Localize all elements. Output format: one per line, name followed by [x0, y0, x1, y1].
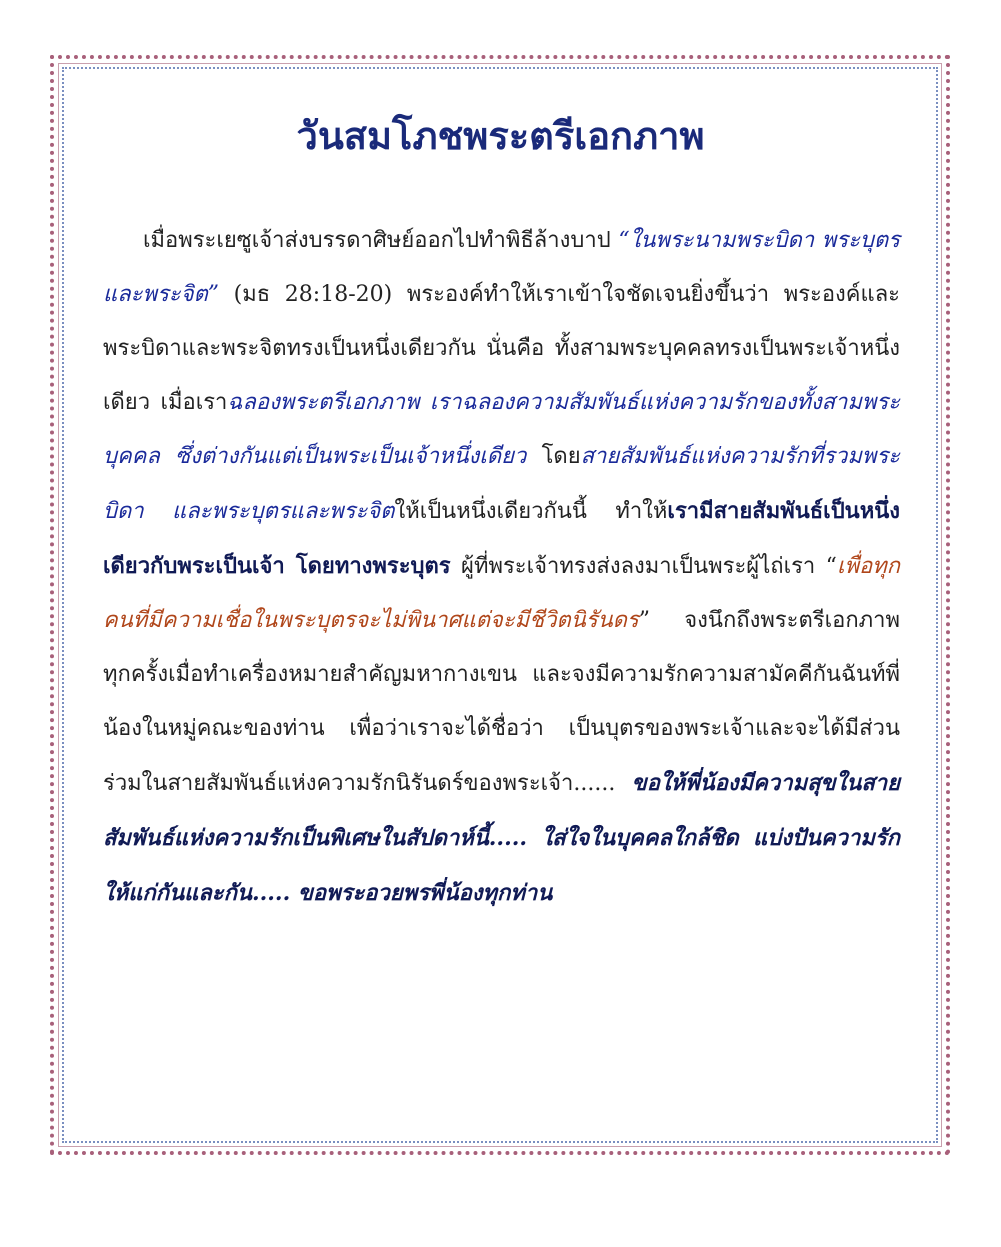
- body-paragraph: [103, 214, 900, 921]
- closing-blessing: ขอให้พี่น้องมีความสุขในสายสัมพันธ์แห่งความรักเป็นพิเศษในสัปดาห์นี้..... ใส่ใจในบุคคลใกล้ชิด แบ่งปันความรักให้แก่กันและกัน..... ขอพระอวยพรพี่น้องทุกท่าน: [103, 770, 900, 906]
- text-segment-1: เมื่อพระเยซูเจ้าส่งบรรดาศิษย์ออกไปทำพิธีล้างบาป: [143, 228, 619, 253]
- emphasis-bond-of-love: สายสัมพันธ์แห่งความรักที่รวมพระบิดา และพระบุตรและพระจิต: [103, 444, 900, 524]
- text-segment-7: ให้เป็นหนึ่งเดียวกันนี้ ทำให้: [394, 499, 668, 524]
- text-segment-3: (มธ 28:18-20) พระองค์ทำให้เราเข้าใจชัดเจนยิ่งขึ้นว่า พระองค์และพระบิดาและพระจิตทรงเป็นหนึ่งเดียวกัน นั่นคือ ทั้งสามพระบุคคลทรงเป็นพระเจ้าหนึ่งเดียว เมื่อเรา: [103, 282, 900, 415]
- text-segment-9: ผู้ที่พระเจ้าทรงส่งลงมาเป็นพระผู้ไถ่เรา “: [450, 554, 837, 579]
- text-segment-5: โดย: [526, 444, 581, 469]
- emphasis-one-with-god: เรามีสายสัมพันธ์เป็นหนึ่งเดียวกับพระเป็นเจ้า โดยทางพระบุตร: [103, 498, 900, 579]
- page-title: วันสมโภชพระตรีเอกภาพ: [296, 113, 705, 158]
- quote-eternal-life: เพื่อทุกคนที่มีความเชื่อในพระบุตรจะไม่พินาศแต่จะมีชีวิตนิรันดร: [103, 554, 900, 633]
- text-segment-11: ” จงนึกถึงพระตรีเอกภาพทุกครั้งเมื่อทำเครื่องหมายสำคัญมหากางเขน และจงมีความรักความสามัคคีกันฉันท์พี่น้องในหมู่คณะของท่าน เพื่อว่าเราจะได้ชื่อว่า เป็นบุตรของพระเจ้าและจะได้มีส่วนร่วมในสายสัมพันธ์แห่งความรักนิรันดร์ของพระเจ้า......: [103, 608, 900, 796]
- emphasis-celebrate-trinity: ฉลองพระตรีเอกภาพ เราฉลองความสัมพันธ์แห่งความรักของทั้งสามพระบุคคล ซึ่งต่างกันแต่เป็นพระเป็นเจ้าหนึ่งเดียว: [103, 390, 900, 469]
- quote-in-the-name: “ในพระนามพระบิดา พระบุตรและพระจิต”: [103, 228, 900, 307]
